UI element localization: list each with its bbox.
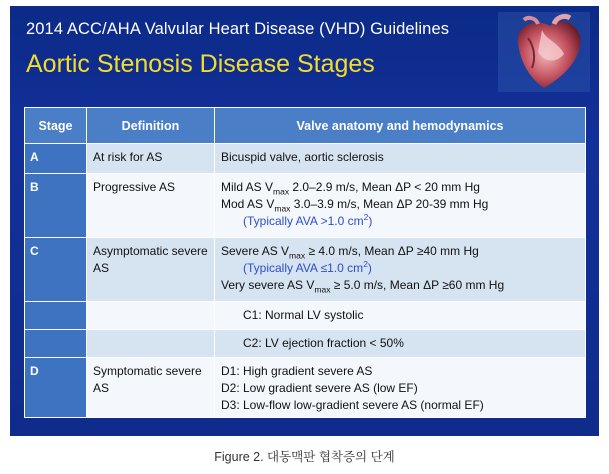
slide-title-line1: 2014 ACC/AHA Valvular Heart Disease (VHD) Guidelines (26, 20, 450, 38)
valve-line: Mild AS $V_{max}$ 2.0–2.9 m/s, Mean ΔP < 20 mm Hg (221, 180, 480, 197)
header-valve: Valve anatomy and hemodynamics (215, 108, 586, 144)
valve-note: (Typically AVA ≤1.0 $cm^2$) (243, 259, 372, 275)
substage-label: C1: Normal LV systolic (243, 308, 364, 322)
table-row (25, 302, 586, 330)
definition-cell: Symptomatic severe AS (87, 358, 215, 418)
valve-note: (Typically AVA >1.0 $cm^2$) (243, 212, 373, 228)
valve-cell (215, 330, 586, 358)
table-row (25, 330, 586, 358)
table-row (25, 358, 586, 418)
slide (10, 6, 599, 436)
stage-cell (25, 302, 87, 330)
header-definition: Definition (87, 108, 215, 144)
valve-line: D3: Low-flow low-gradient severe AS (normal EF) (221, 398, 484, 412)
slide-title-line2: Aortic Stenosis Disease Stages (26, 50, 375, 78)
as-stages-table (24, 107, 586, 418)
heart-illustration-icon (498, 12, 590, 92)
stage-cell: A (25, 144, 87, 174)
table-row (25, 144, 586, 174)
header-stage: Stage (25, 108, 87, 144)
stage-cell: C (25, 238, 87, 302)
definition-cell: Progressive AS (87, 174, 215, 238)
valve-line: D2: Low gradient severe AS (low EF) (221, 381, 418, 395)
table-header-row (25, 108, 586, 144)
valve-cell (215, 174, 586, 238)
valve-cell (215, 358, 586, 418)
definition-cell (87, 302, 215, 330)
valve-cell (215, 238, 586, 302)
valve-line: Mod AS $V_{max}$ 3.0–3.9 m/s, Mean ΔP 20-39 mm Hg (221, 197, 489, 214)
valve-cell (215, 144, 586, 174)
definition-cell: Asymptomatic severe AS (87, 238, 215, 302)
stage-cell: B (25, 174, 87, 238)
substage-label: C2: LV ejection fraction < 50% (243, 336, 404, 350)
figure-caption: Figure 2. 대동맥판 협착증의 단계 (214, 450, 395, 464)
valve-line: D1: High gradient severe AS (221, 364, 373, 378)
valve-line: Bicuspid valve, aortic sclerosis (221, 150, 384, 164)
definition-cell: At risk for AS (87, 144, 215, 174)
table-row (25, 238, 586, 302)
valve-line: Very severe AS $V_{max} \ge 5.0$ m/s, Mean ΔP ≥60 mm Hg (221, 278, 505, 295)
stage-cell: D (25, 358, 87, 418)
table-row (25, 174, 586, 238)
stage-cell (25, 330, 87, 358)
valve-cell (215, 302, 586, 330)
definition-cell (87, 330, 215, 358)
valve-line: Severe AS $V_{max} \ge 4.0$ m/s, Mean ΔP ≥40 mm Hg (221, 244, 479, 261)
